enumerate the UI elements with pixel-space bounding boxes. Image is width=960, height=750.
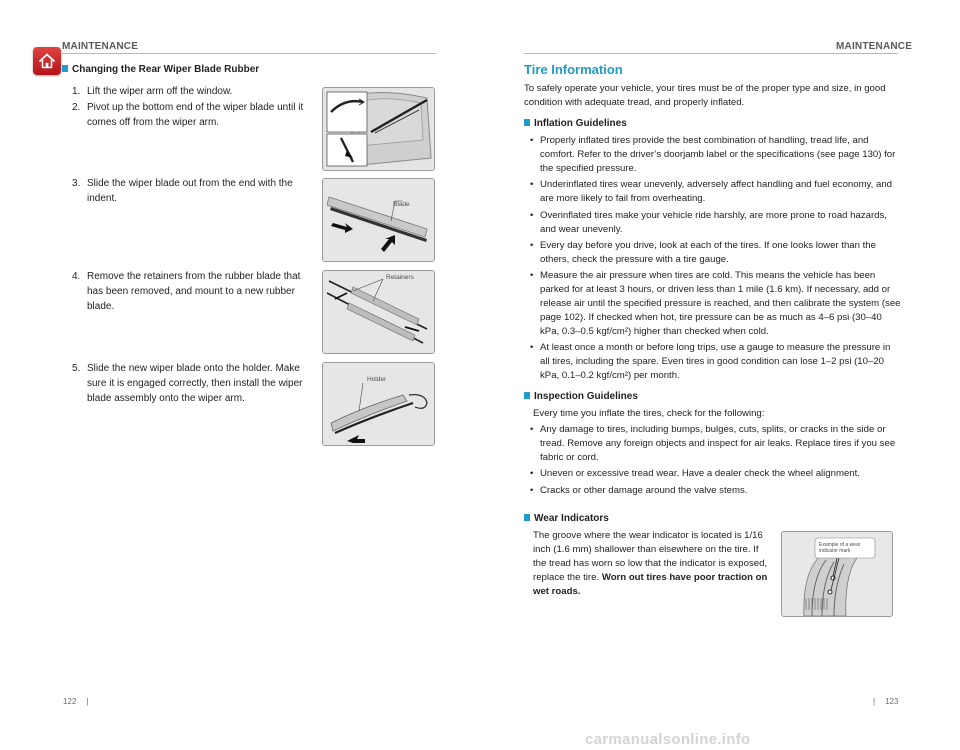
subheading-wear: Wear Indicators: [524, 513, 609, 524]
wear-paragraph: The groove where the wear indicator is located is 1/16 inch (1.6 mm) shallower than elsewhere on the tire. If the tread has worn so low that the indicator is exposed, replace the tire. Worn out tires have poor traction on wet roads.: [533, 530, 768, 597]
home-icon: [38, 52, 56, 70]
inspection-list: [530, 423, 902, 500]
subheading-inflation: Inflation Guidelines: [524, 118, 627, 129]
figure-blade: [322, 178, 435, 262]
step-4: 4. Remove the retainers from the rubber blade that has been removed, and mount to a new rubber blade.: [72, 271, 301, 312]
retainers-illustration: [323, 271, 434, 353]
figure-retainers: [322, 270, 435, 354]
step-3: 3. Slide the wiper blade out from the end with the indent.: [72, 178, 293, 204]
page-number-left: 122 |: [63, 697, 89, 706]
section-marker-icon: [524, 514, 530, 521]
intro-paragraph: To safely operate your vehicle, your tires must be of the proper type and size, in good condition with adequate tread, and properly inflated.: [524, 83, 886, 108]
list-item: • Underinflated tires wear unevenly, adversely affect handling and fuel economy, and are more likely to fail from overheating.: [530, 179, 892, 205]
section-header-right: MAINTENANCE: [836, 41, 913, 52]
figure-wiper-arm: [322, 87, 435, 171]
blade-label: Blade: [393, 201, 410, 208]
inspection-intro: Every time you inflate the tires, check for the following:: [533, 408, 765, 419]
section-header: MAINTENANCE: [62, 41, 139, 52]
list-item: • Any damage to tires, including bumps, bulges, cuts, splits, or cracks in the side or tread. Remove any foreign objects and inspect for air leaks. Replace tires if you see fabric or cord.: [530, 424, 896, 463]
list-item: • Uneven or excessive tread wear. Have a dealer check the wheel alignment.: [530, 468, 860, 480]
list-item: • At least once a month or before long trips, use a gauge to measure the pressure in all tires, including the spare. Even tires in good condition can lose 1–2 psi (10–20 kPa, 0.1–0.2 kgf/cm²) per month.: [530, 342, 891, 382]
watermark: carmanualsonline.info: [585, 731, 751, 748]
subheading-inspection: Inspection Guidelines: [524, 391, 638, 402]
section-marker-icon: [524, 119, 530, 126]
figure-wear-indicator: [781, 531, 893, 617]
step-5: 5. Slide the new wiper blade onto the holder. Make sure it is engaged correctly, then install the wiper blade assembly onto the wiper arm.: [72, 363, 303, 404]
figure-holder: [322, 362, 435, 446]
header-rule-right: [524, 53, 898, 54]
page-title: Tire Information: [524, 62, 623, 77]
home-button[interactable]: [33, 47, 61, 75]
step-2: 2. Pivot up the bottom end of the wiper blade until it comes off from the wiper arm.: [72, 102, 304, 128]
list-item: • Overinflated tires make your vehicle ride harshly, are more prone to road hazards, and wear unevenly.: [530, 209, 887, 235]
list-item: • Properly inflated tires provide the best combination of handling, tread life, and comfort. Refer to the driver’s doorjamb label or the specifications (see page 130) for the specified pressure.: [530, 135, 896, 174]
retainers-label: Retainers: [386, 274, 414, 281]
page-number-right: | 123: [873, 697, 899, 706]
inflation-list: [530, 134, 902, 386]
list-item: • Every day before you drive, look at each of the tires. If one looks lower than the others, check the pressure with a tire gauge.: [530, 239, 876, 265]
wiper-arm-illustration: [323, 88, 434, 170]
section-marker-icon: [62, 65, 68, 72]
section-marker-icon: [524, 392, 530, 399]
wear-indicator-callout: Example of a wear indicator mark: [819, 542, 861, 554]
list-item: • Cracks or other damage around the valve stems.: [530, 484, 748, 496]
list-item: • Measure the air pressure when tires are cold. This means the vehicle has been parked for at least 3 hours, or driven less than 1 mile (1.6 km). If necessary, add or release air until the specified pressure is reached, and then calibrate the system (see page 102). If checked when hot, tire pressure can be as much as 4–6 psi (30–40 kPa, 0.3–0.5 kgf/cm²) higher than checked when cold.: [530, 270, 901, 338]
holder-label: Holder: [367, 376, 387, 383]
header-rule: [62, 53, 436, 54]
step-1: 1. Lift the wiper arm off the window.: [72, 86, 233, 97]
subheading-wiper: Changing the Rear Wiper Blade Rubber: [62, 64, 259, 75]
blade-illustration: [323, 179, 434, 261]
